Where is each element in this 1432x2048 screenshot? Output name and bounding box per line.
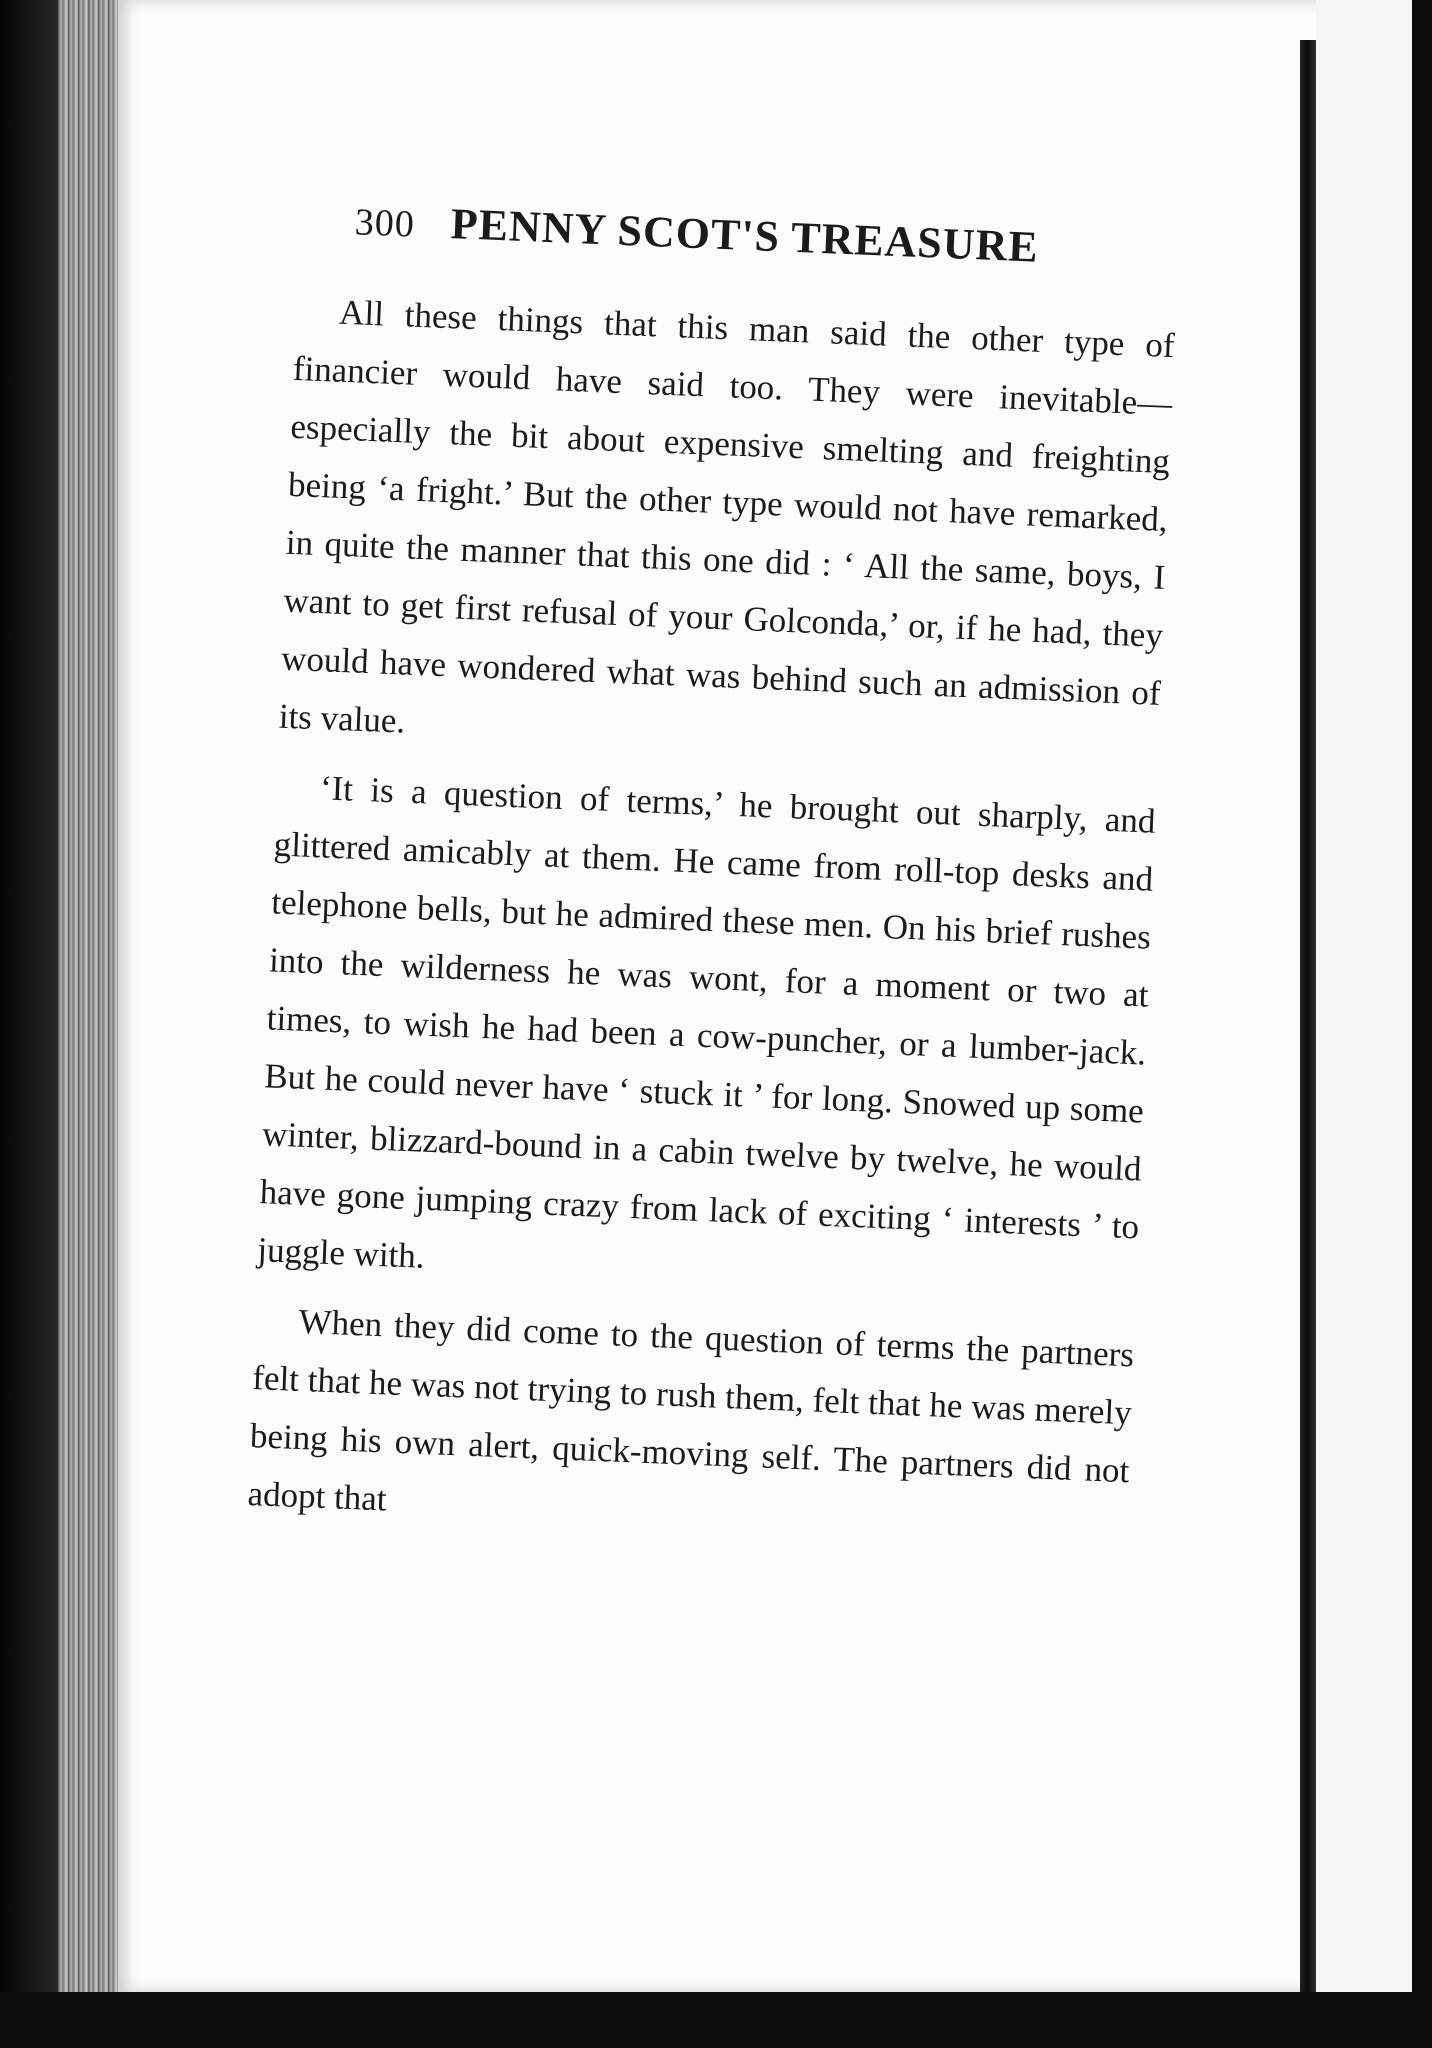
facing-page-edge bbox=[1300, 40, 1316, 2000]
paragraph-1: All these things that this man said the other type of financier would have said too. They were inevitable—especially the bit about expensive smelting and freighting being ‘a fright.’ But the other type would not have remarked, in quite the manner that this one did : ‘ All the same, boys, I want to get first refusal of your Golconda,’ or, if he had, they would have wondered what was behind such an admission of its value. bbox=[278, 292, 1176, 741]
scan-border-right bbox=[1412, 0, 1432, 2048]
page-edges bbox=[58, 0, 124, 2000]
paragraph-3: When they did come to the question of terms the partners felt that he was not trying to rush them, felt that he was merely being his own alert, quick-moving self. The partners did not adopt that bbox=[246, 1301, 1135, 1519]
running-title: PENNY SCOT'S TREASURE bbox=[449, 199, 1040, 272]
paragraph-2: ‘It is a question of terms,’ he brought out sharply, and glittered amicably at them. He came from roll-top desks and telephone bells, but he admired these men. On his brief rushes into the wilderness he was wont, for a moment or two at times, to wish he had been a cow-puncher, or a lumber-jack. But he could never have ‘ stuck it ’ for long. Snowed up some winter, blizzard-bound in a cabin twelve by twelve, he would have gone jumping crazy from lack of exciting ‘ interests ’ to juggle with. bbox=[256, 768, 1157, 1276]
scan-border-bottom bbox=[0, 1992, 1432, 2048]
text-block bbox=[247, 192, 1180, 1558]
binding-shadow bbox=[0, 0, 60, 2048]
page-number: 300 bbox=[353, 201, 416, 246]
